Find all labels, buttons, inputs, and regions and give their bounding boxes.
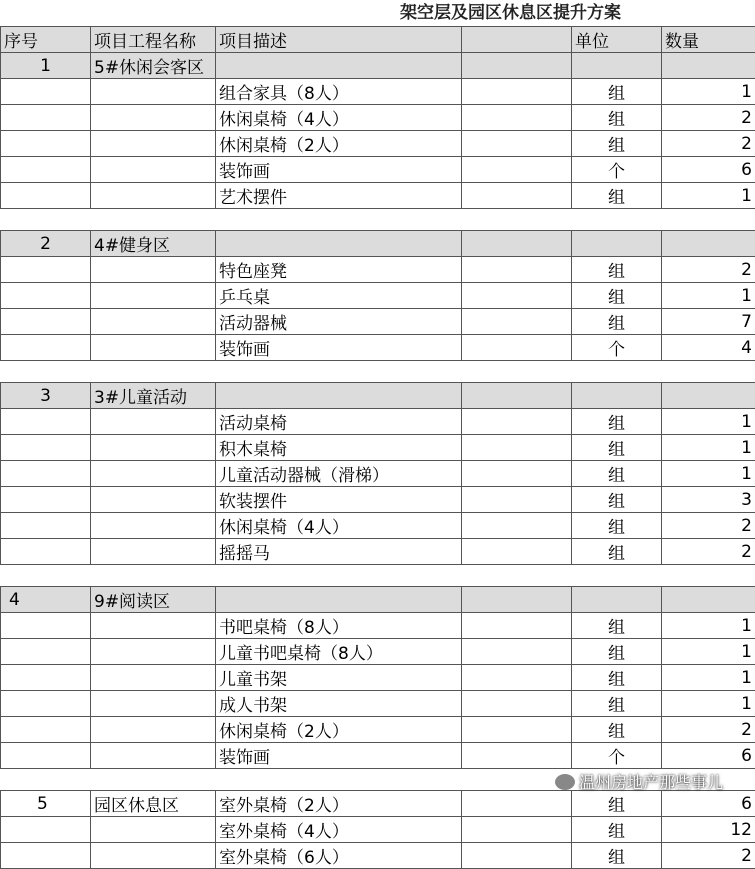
item-desc-cell[interactable]: 儿童书架 — [216, 665, 462, 691]
item-unit-cell[interactable]: 组 — [572, 539, 662, 565]
group-desc-cell[interactable] — [216, 587, 462, 613]
row-name-cell[interactable] — [91, 513, 216, 539]
item-unit-cell[interactable]: 组 — [572, 79, 662, 105]
item-qty-cell[interactable]: 2 — [662, 257, 755, 283]
group-number-cell[interactable]: 4 — [1, 587, 91, 613]
row-empty-cell[interactable] — [462, 791, 572, 817]
group-unit-cell[interactable] — [572, 383, 662, 409]
row-empty-cell[interactable] — [462, 743, 572, 769]
row-name-cell[interactable] — [91, 131, 216, 157]
item-qty-cell[interactable]: 1 — [662, 613, 755, 639]
item-qty-cell[interactable]: 6 — [662, 743, 755, 769]
plan-table — [0, 26, 755, 869]
group-qty-cell[interactable] — [662, 383, 755, 409]
row-empty-cell[interactable] — [462, 461, 572, 487]
item-qty-cell[interactable]: 2 — [662, 513, 755, 539]
row-empty-cell[interactable] — [462, 409, 572, 435]
group-name-cell[interactable]: 4#健身区 — [91, 231, 216, 257]
group-number-cell[interactable]: 3 — [1, 383, 91, 409]
header-desc[interactable]: 项目描述 — [216, 27, 462, 53]
group-name-cell[interactable]: 园区休息区 — [91, 791, 216, 817]
row-number-cell[interactable] — [1, 639, 91, 665]
row-empty-cell[interactable] — [462, 843, 572, 869]
item-unit-cell[interactable]: 组 — [572, 461, 662, 487]
item-qty-cell[interactable]: 3 — [662, 487, 755, 513]
item-unit-cell[interactable]: 组 — [572, 717, 662, 743]
spacer-row — [1, 565, 755, 587]
item-desc-cell[interactable]: 摇摇马 — [216, 539, 462, 565]
table-row — [1, 105, 755, 131]
row-empty-cell[interactable] — [462, 487, 572, 513]
table-row — [1, 817, 755, 843]
item-unit-cell[interactable]: 组 — [572, 843, 662, 869]
item-unit-cell[interactable]: 组 — [572, 487, 662, 513]
row-name-cell[interactable] — [91, 743, 216, 769]
row-name-cell[interactable] — [91, 665, 216, 691]
group-empty-cell[interactable] — [462, 383, 572, 409]
item-qty-cell[interactable]: 6 — [662, 157, 755, 183]
row-empty-cell[interactable] — [462, 817, 572, 843]
group-name-cell[interactable]: 3#儿童活动 — [91, 383, 216, 409]
group-row — [1, 383, 755, 409]
sheet-title-text: 架空层及园区休息区提升方案 — [400, 0, 621, 26]
group-row — [1, 587, 755, 613]
item-desc-cell[interactable]: 休闲桌椅（4人） — [216, 513, 462, 539]
item-unit-cell[interactable]: 组 — [572, 283, 662, 309]
item-qty-cell[interactable]: 1 — [662, 639, 755, 665]
row-number-cell[interactable] — [1, 843, 91, 869]
row-number-cell[interactable] — [1, 743, 91, 769]
table-row — [1, 461, 755, 487]
row-empty-cell[interactable] — [462, 131, 572, 157]
item-unit-cell[interactable]: 组 — [572, 131, 662, 157]
item-desc-cell[interactable]: 室外桌椅（4人） — [216, 817, 462, 843]
group-empty-cell[interactable] — [462, 53, 572, 79]
row-name-cell[interactable] — [91, 539, 216, 565]
item-desc-cell[interactable]: 室外桌椅（6人） — [216, 843, 462, 869]
row-name-cell[interactable] — [91, 639, 216, 665]
row-name-cell[interactable] — [91, 335, 216, 361]
row-number-cell[interactable] — [1, 539, 91, 565]
row-empty-cell[interactable] — [462, 665, 572, 691]
table-row — [1, 183, 755, 209]
row-empty-cell[interactable] — [462, 717, 572, 743]
item-qty-cell[interactable]: 2 — [662, 105, 755, 131]
row-name-cell[interactable] — [91, 817, 216, 843]
item-qty-cell[interactable]: 1 — [662, 283, 755, 309]
group-number-cell[interactable]: 2 — [1, 231, 91, 257]
table-row — [1, 743, 755, 769]
spacer-cell — [1, 209, 755, 231]
item-desc-cell[interactable]: 儿童活动器械（滑梯） — [216, 461, 462, 487]
item-desc-cell[interactable]: 装饰画 — [216, 335, 462, 361]
row-empty-cell[interactable] — [462, 613, 572, 639]
item-desc-cell[interactable]: 装饰画 — [216, 743, 462, 769]
item-desc-cell[interactable]: 儿童书吧桌椅（8人） — [216, 639, 462, 665]
item-qty-cell[interactable]: 6 — [662, 791, 755, 817]
item-qty-cell[interactable]: 1 — [662, 79, 755, 105]
item-qty-cell[interactable]: 2 — [662, 131, 755, 157]
row-number-cell[interactable] — [1, 665, 91, 691]
group-qty-cell[interactable] — [662, 53, 755, 79]
table-row — [1, 487, 755, 513]
row-number-cell[interactable] — [1, 487, 91, 513]
row-number-cell[interactable] — [1, 309, 91, 335]
row-number-cell[interactable] — [1, 409, 91, 435]
row-name-cell[interactable] — [91, 257, 216, 283]
item-qty-cell[interactable]: 2 — [662, 539, 755, 565]
header-name[interactable]: 项目工程名称 — [91, 27, 216, 53]
watermark — [555, 770, 723, 793]
header-empty-cell[interactable] — [462, 27, 572, 53]
row-empty-cell[interactable] — [462, 105, 572, 131]
table-row — [1, 843, 755, 869]
item-desc-cell[interactable]: 艺术摆件 — [216, 183, 462, 209]
item-unit-cell[interactable]: 组 — [572, 791, 662, 817]
spacer-row — [1, 361, 755, 383]
table-row — [1, 613, 755, 639]
table-row — [1, 513, 755, 539]
table-row — [1, 791, 755, 817]
item-unit-cell[interactable]: 组 — [572, 183, 662, 209]
row-empty-cell[interactable] — [462, 283, 572, 309]
table-row — [1, 665, 755, 691]
item-unit-cell[interactable]: 组 — [572, 817, 662, 843]
item-unit-cell[interactable]: 组 — [572, 613, 662, 639]
group-desc-cell[interactable] — [216, 53, 462, 79]
row-number-cell[interactable] — [1, 717, 91, 743]
item-desc-cell[interactable]: 活动桌椅 — [216, 409, 462, 435]
spacer-cell — [1, 565, 755, 587]
row-name-cell[interactable] — [91, 157, 216, 183]
item-desc-cell[interactable]: 乒乓桌 — [216, 283, 462, 309]
item-unit-cell[interactable]: 个 — [572, 335, 662, 361]
item-desc-cell[interactable]: 特色座凳 — [216, 257, 462, 283]
item-unit-cell[interactable]: 组 — [572, 257, 662, 283]
table-row — [1, 283, 755, 309]
row-name-cell[interactable] — [91, 435, 216, 461]
row-name-cell[interactable] — [91, 409, 216, 435]
row-name-cell[interactable] — [91, 283, 216, 309]
group-unit-cell[interactable] — [572, 587, 662, 613]
table-row — [1, 157, 755, 183]
wechat-icon — [555, 774, 575, 790]
row-number-cell[interactable] — [1, 613, 91, 639]
row-empty-cell[interactable] — [462, 435, 572, 461]
row-empty-cell[interactable] — [462, 639, 572, 665]
item-qty-cell[interactable]: 2 — [662, 717, 755, 743]
group-desc-cell[interactable] — [216, 383, 462, 409]
item-desc-cell[interactable]: 软装摆件 — [216, 487, 462, 513]
row-number-cell[interactable] — [1, 691, 91, 717]
row-empty-cell[interactable] — [462, 513, 572, 539]
row-name-cell[interactable] — [91, 613, 216, 639]
table-row — [1, 79, 755, 105]
row-name-cell[interactable] — [91, 79, 216, 105]
group-qty-cell[interactable] — [662, 587, 755, 613]
table-row — [1, 639, 755, 665]
item-desc-cell[interactable]: 休闲桌椅（2人） — [216, 717, 462, 743]
item-desc-cell[interactable]: 休闲桌椅（4人） — [216, 105, 462, 131]
item-unit-cell[interactable]: 组 — [572, 691, 662, 717]
table-row — [1, 257, 755, 283]
item-desc-cell[interactable]: 室外桌椅（2人） — [216, 791, 462, 817]
group-number-cell[interactable]: 5 — [1, 791, 91, 817]
sheet-title — [0, 0, 755, 26]
watermark-text: 温州房地产那些事儿 — [579, 770, 723, 793]
item-desc-cell[interactable]: 装饰画 — [216, 157, 462, 183]
item-unit-cell[interactable]: 组 — [572, 409, 662, 435]
group-desc-cell[interactable] — [216, 231, 462, 257]
item-desc-cell[interactable]: 组合家具（8人） — [216, 79, 462, 105]
row-number-cell[interactable] — [1, 257, 91, 283]
row-name-cell[interactable] — [91, 487, 216, 513]
row-number-cell[interactable] — [1, 79, 91, 105]
row-empty-cell[interactable] — [462, 257, 572, 283]
group-name-cell[interactable]: 5#休闲会客区 — [91, 53, 216, 79]
spacer-row — [1, 209, 755, 231]
row-empty-cell[interactable] — [462, 157, 572, 183]
table-row — [1, 539, 755, 565]
row-number-cell[interactable] — [1, 461, 91, 487]
item-qty-cell[interactable]: 7 — [662, 309, 755, 335]
row-number-cell[interactable] — [1, 435, 91, 461]
item-desc-cell[interactable]: 书吧桌椅（8人） — [216, 613, 462, 639]
item-desc-cell[interactable]: 积木桌椅 — [216, 435, 462, 461]
row-number-cell[interactable] — [1, 817, 91, 843]
group-empty-cell[interactable] — [462, 231, 572, 257]
row-number-cell[interactable] — [1, 105, 91, 131]
row-number-cell[interactable] — [1, 283, 91, 309]
item-unit-cell[interactable]: 组 — [572, 665, 662, 691]
item-qty-cell[interactable]: 1 — [662, 461, 755, 487]
item-desc-cell[interactable]: 休闲桌椅（2人） — [216, 131, 462, 157]
item-qty-cell[interactable]: 4 — [662, 335, 755, 361]
item-unit-cell[interactable]: 组 — [572, 105, 662, 131]
row-number-cell[interactable] — [1, 335, 91, 361]
row-number-cell[interactable] — [1, 183, 91, 209]
item-qty-cell[interactable]: 1 — [662, 665, 755, 691]
item-qty-cell[interactable]: 1 — [662, 691, 755, 717]
table-row — [1, 691, 755, 717]
row-name-cell[interactable] — [91, 461, 216, 487]
item-unit-cell[interactable]: 组 — [572, 513, 662, 539]
row-number-cell[interactable] — [1, 131, 91, 157]
group-qty-cell[interactable] — [662, 231, 755, 257]
table-row — [1, 309, 755, 335]
item-unit-cell[interactable]: 组 — [572, 309, 662, 335]
row-name-cell[interactable] — [91, 309, 216, 335]
row-number-cell[interactable] — [1, 513, 91, 539]
header-unit[interactable]: 单位 — [572, 27, 662, 53]
item-qty-cell[interactable]: 1 — [662, 435, 755, 461]
row-empty-cell[interactable] — [462, 539, 572, 565]
item-unit-cell[interactable]: 个 — [572, 157, 662, 183]
header-row — [1, 27, 755, 53]
header-no[interactable]: 序号 — [1, 27, 91, 53]
header-qty[interactable]: 数量 — [662, 27, 755, 53]
row-name-cell[interactable] — [91, 183, 216, 209]
group-row — [1, 231, 755, 257]
table-row — [1, 335, 755, 361]
group-number-cell[interactable]: 1 — [1, 53, 91, 79]
row-empty-cell[interactable] — [462, 335, 572, 361]
item-desc-cell[interactable]: 活动器械 — [216, 309, 462, 335]
group-empty-cell[interactable] — [462, 587, 572, 613]
item-unit-cell[interactable]: 个 — [572, 743, 662, 769]
group-name-cell[interactable]: 9#阅读区 — [91, 587, 216, 613]
row-empty-cell[interactable] — [462, 691, 572, 717]
table-row — [1, 435, 755, 461]
table-row — [1, 409, 755, 435]
item-unit-cell[interactable]: 组 — [572, 435, 662, 461]
row-empty-cell[interactable] — [462, 79, 572, 105]
table-row — [1, 717, 755, 743]
row-name-cell[interactable] — [91, 843, 216, 869]
group-unit-cell[interactable] — [572, 231, 662, 257]
row-name-cell[interactable] — [91, 105, 216, 131]
row-empty-cell[interactable] — [462, 183, 572, 209]
group-unit-cell[interactable] — [572, 53, 662, 79]
item-qty-cell[interactable]: 2 — [662, 843, 755, 869]
group-row — [1, 53, 755, 79]
item-desc-cell[interactable]: 成人书架 — [216, 691, 462, 717]
row-name-cell[interactable] — [91, 717, 216, 743]
spacer-cell — [1, 361, 755, 383]
item-unit-cell[interactable]: 组 — [572, 639, 662, 665]
item-qty-cell[interactable]: 1 — [662, 409, 755, 435]
row-name-cell[interactable] — [91, 691, 216, 717]
row-empty-cell[interactable] — [462, 309, 572, 335]
row-number-cell[interactable] — [1, 157, 91, 183]
item-qty-cell[interactable]: 1 — [662, 183, 755, 209]
item-qty-cell[interactable]: 12 — [662, 817, 755, 843]
table-row — [1, 131, 755, 157]
